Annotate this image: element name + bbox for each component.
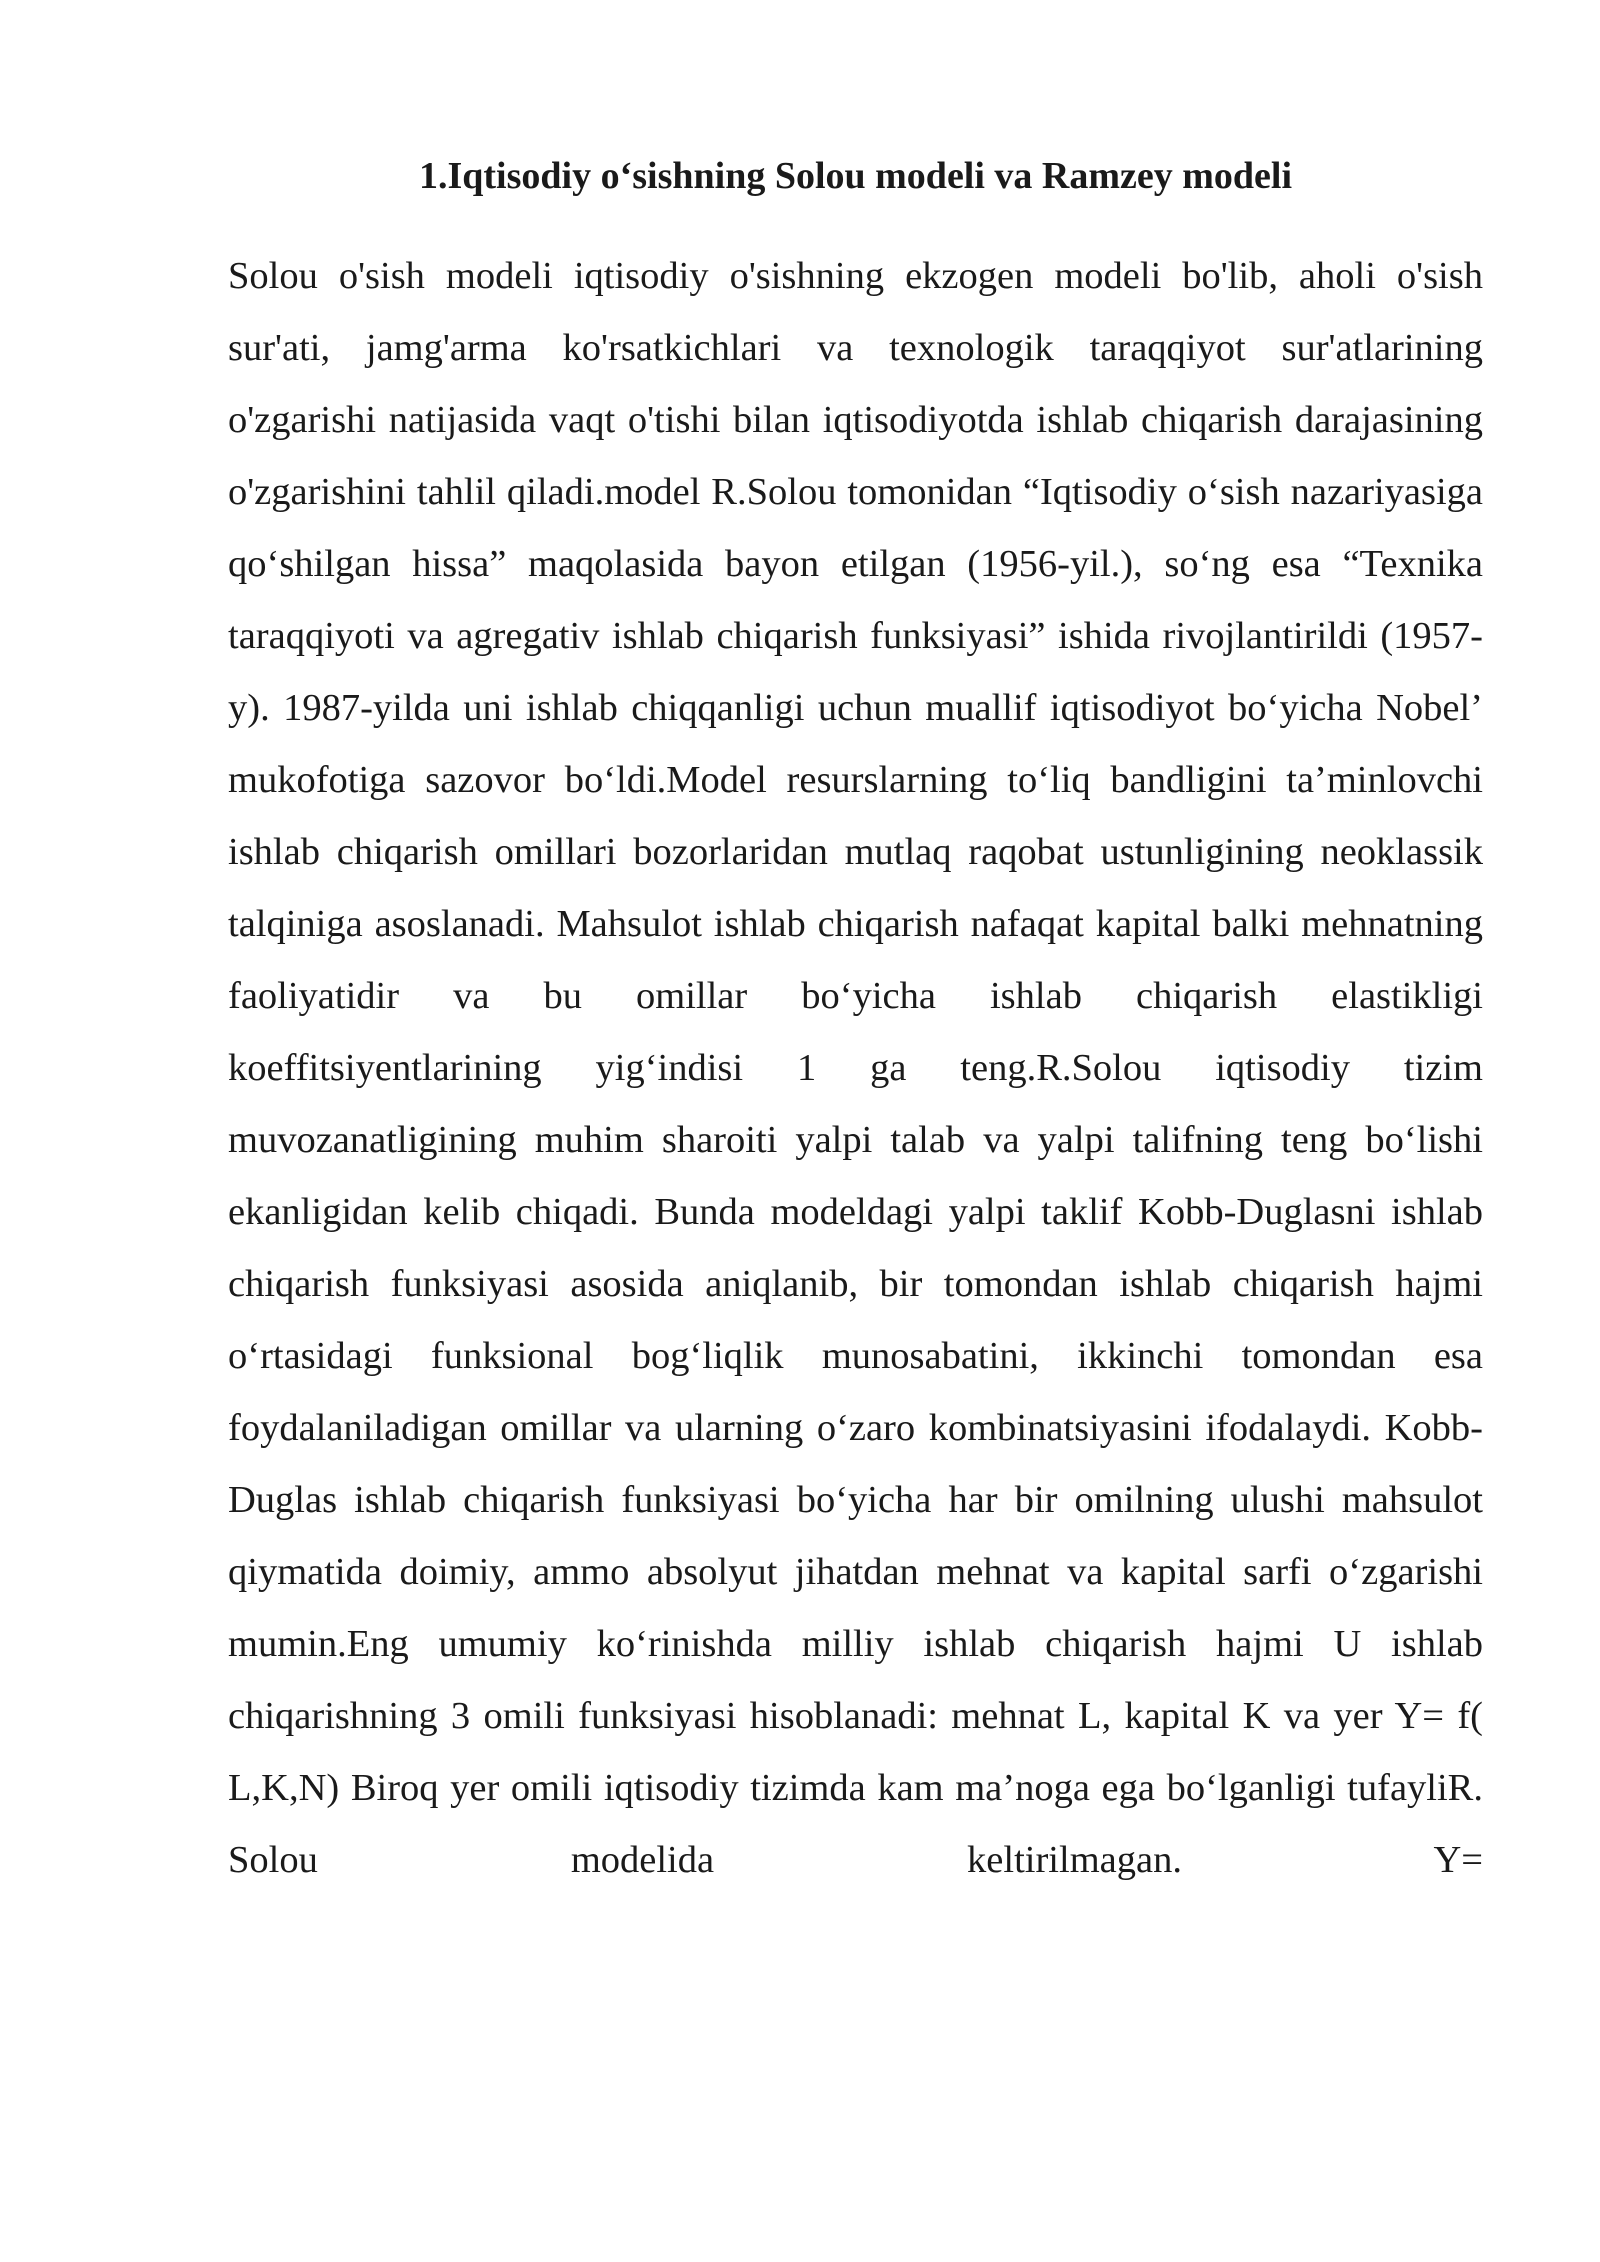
body-paragraph: Solou o'sish modeli iqtisodiy o'sishning ekzogen modeli bo'lib, aholi o'sish sur'ati, jamg'arma ko'rsatkichlari va texnologik taraqqiyot sur'atlarining o'zgarishi natijasida vaqt o'tishi bilan iqtisodiyotda ishlab chiqarish darajasining o'zgarishini tahlil qiladi.model R.Solou tomonidan “Iqtisodiy o‘sish nazariyasiga qo‘shilgan hissa” maqolasida bayon etilgan (1956-yil.), so‘ng esa “Texnika taraqqiyoti va agregativ ishlab chiqarish funksiyasi” ishida rivojlantirildi (1957-y). 1987-yilda uni ishlab chiqqanligi uchun muallif iqtisodiyot bo‘yicha Nobel’ mukofotiga sazovor bo‘ldi.Model resurslarning to‘liq bandligini ta’minlovchi ishlab chiqarish omillari bozorlaridan mutlaq raqobat ustunligining neoklassik talqiniga asoslanadi. Mahsulot ishlab chiqarish nafaqat kapital balki mehnatning faoliyatidir va bu omillar bo‘yicha ishlab chiqarish elastikligi koeffitsiyentlarining yig‘indisi 1 ga teng.R.Solou iqtisodiy tizim muvozanatligining muhim sharoiti yalpi talab va yalpi talifning teng bo‘lishi ekanligidan kelib chiqadi. Bunda modeldagi yalpi taklif Kobb-Duglasni ishlab chiqarish funksiyasi asosida aniqlanib, bir tomondan ishlab chiqarish hajmi o‘rtasidagi funksional bog‘liqlik munosabatini, ikkinchi tomondan esa foydalaniladigan omillar va ularning o‘zaro kombinatsiyasini ifodalaydi. Kobb-Duglas ishlab chiqarish funksiyasi bo‘yicha har bir omilning ulushi mahsulot qiymatida doimiy, ammo absolyut jihatdan mehnat va kapital sarfi o‘zgarishi mumin.Eng umumiy ko‘rinishda milliy ishlab chiqarish hajmi U ishlab chiqarishning 3 omili funksiyasi hisoblanadi: mehnat L, kapital K va yer Y= f( L,K,N) Biroq yer omili iqtisodiy tizimda kam ma’noga ega bo‘lganligi tufayliR. Solou modelida keltirilmagan. Y= bbox=[228, 255, 1483, 1881]
page-title: 1.Iqtisodiy o‘sishning Solou modeli va Ramzey modeli bbox=[418, 155, 1293, 197]
